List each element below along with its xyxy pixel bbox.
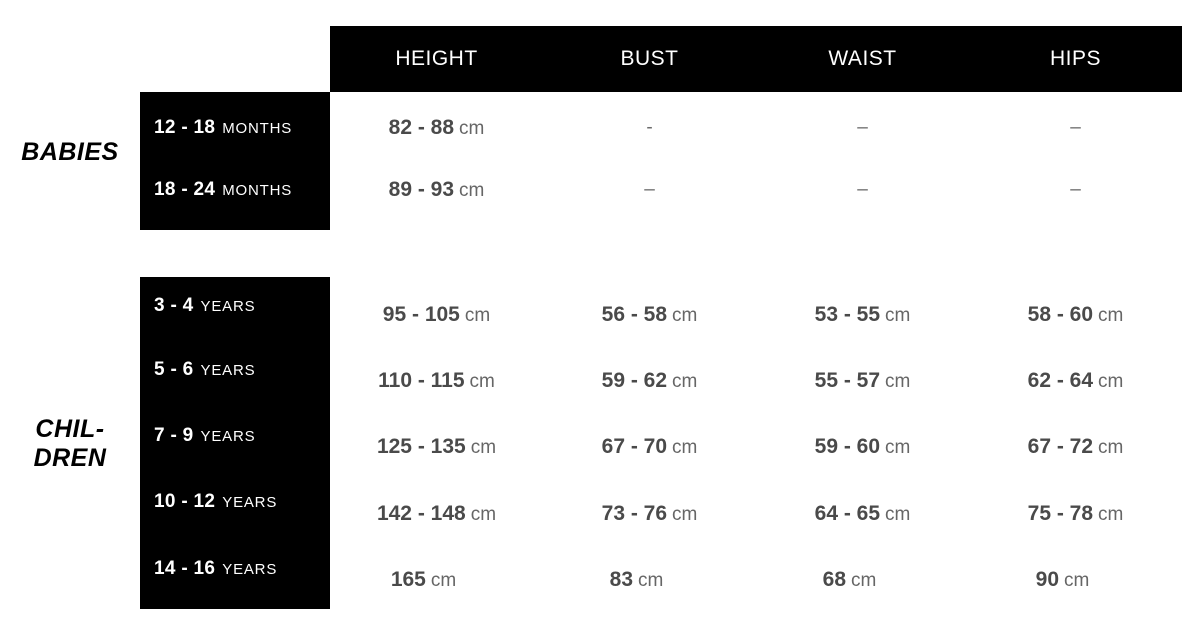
cell-unit: cm bbox=[469, 371, 495, 392]
column-header-height: HEIGHT bbox=[395, 47, 478, 70]
cell-value: 75 - 78 bbox=[1027, 502, 1094, 525]
cell-hips bbox=[969, 369, 1182, 393]
cell-unit: cm bbox=[1064, 570, 1090, 591]
table-row-age-children-1 bbox=[140, 289, 330, 323]
cell-unit: cm bbox=[672, 504, 698, 525]
cell-value: 95 - 105 bbox=[382, 303, 460, 326]
cell-value: 89 - 93 bbox=[388, 178, 455, 201]
cell-value: 55 - 57 bbox=[814, 369, 881, 392]
group-label-children-line2: DREN bbox=[33, 443, 107, 472]
table-row-age-babies-1 bbox=[140, 111, 330, 145]
age-range-unit: YEARS bbox=[222, 560, 278, 578]
cell-unit: cm bbox=[672, 305, 698, 326]
cell-hips bbox=[969, 568, 1182, 592]
cell-height bbox=[330, 435, 543, 459]
cell-value: 110 - 115 bbox=[378, 369, 465, 392]
cell-unit: cm bbox=[459, 180, 485, 201]
cell-height bbox=[330, 178, 543, 202]
cell-unit: cm bbox=[470, 437, 497, 458]
cell-bust bbox=[543, 435, 756, 459]
age-range-unit: YEARS bbox=[200, 361, 256, 379]
cell-hips bbox=[969, 435, 1182, 459]
cell-height bbox=[330, 502, 543, 526]
table-row bbox=[330, 497, 1182, 531]
table-row bbox=[330, 563, 1182, 597]
cell-height bbox=[330, 116, 543, 140]
cell-value: 62 - 64 bbox=[1027, 369, 1094, 392]
cell-value: 90 bbox=[1035, 568, 1060, 591]
column-header-bust: BUST bbox=[620, 47, 679, 70]
cell-unit: cm bbox=[851, 570, 877, 591]
age-range-value: 5 - 6 bbox=[154, 359, 194, 380]
cell-value: 59 - 60 bbox=[814, 435, 881, 458]
age-range-value: 3 - 4 bbox=[154, 295, 194, 316]
cell-unit: cm bbox=[638, 570, 664, 591]
cell-unit: cm bbox=[1098, 437, 1124, 458]
cell-value: 83 bbox=[609, 568, 634, 591]
cell-value: 67 - 70 bbox=[601, 435, 668, 458]
cell-waist bbox=[756, 568, 969, 592]
cell-value: 73 - 76 bbox=[601, 502, 668, 525]
cell-unit: cm bbox=[885, 504, 911, 525]
cell-unit: cm bbox=[459, 118, 485, 139]
age-range-value: 7 - 9 bbox=[154, 425, 194, 446]
cell-value: 82 - 88 bbox=[388, 116, 455, 139]
cell-bust bbox=[543, 568, 756, 592]
cell-unit: cm bbox=[1098, 305, 1124, 326]
age-range-value: 12 - 18 bbox=[154, 117, 216, 138]
cell-unit: cm bbox=[885, 305, 911, 326]
age-range-value: 18 - 24 bbox=[154, 179, 216, 200]
cell-unit: cm bbox=[470, 504, 497, 525]
group-label-babies: BABIES bbox=[21, 138, 119, 166]
age-range-unit: YEARS bbox=[200, 427, 256, 445]
cell-value: 67 - 72 bbox=[1027, 435, 1094, 458]
cell-bust: - bbox=[646, 117, 653, 138]
cell-unit: cm bbox=[885, 437, 911, 458]
cell-unit: cm bbox=[885, 371, 911, 392]
cell-hips: – bbox=[1070, 179, 1081, 200]
cell-waist: – bbox=[857, 117, 868, 138]
cell-hips bbox=[969, 303, 1182, 327]
cell-value: 68 bbox=[822, 568, 847, 591]
table-header-row bbox=[330, 26, 1182, 92]
cell-value: 64 - 65 bbox=[814, 502, 881, 525]
age-range-value: 10 - 12 bbox=[154, 491, 216, 512]
cell-value: 58 - 60 bbox=[1027, 303, 1094, 326]
group-label-children-line1: CHIL- bbox=[35, 415, 105, 443]
cell-waist: – bbox=[857, 179, 868, 200]
cell-hips bbox=[969, 502, 1182, 526]
cell-value: 56 - 58 bbox=[601, 303, 668, 326]
table-row bbox=[330, 111, 1182, 145]
cell-waist bbox=[756, 502, 969, 526]
cell-unit: cm bbox=[672, 437, 698, 458]
cell-height bbox=[330, 369, 543, 393]
age-range-unit: YEARS bbox=[222, 493, 278, 511]
cell-unit: cm bbox=[464, 305, 491, 326]
age-range-unit: YEARS bbox=[200, 297, 256, 315]
cell-unit: cm bbox=[430, 570, 457, 591]
column-header-waist: WAIST bbox=[828, 47, 897, 70]
table-row bbox=[330, 430, 1182, 464]
table-row-age-babies-2 bbox=[140, 173, 330, 207]
cell-value: 59 - 62 bbox=[601, 369, 668, 392]
cell-unit: cm bbox=[1098, 504, 1124, 525]
age-range-unit: MONTHS bbox=[222, 119, 293, 137]
group-label-children bbox=[0, 415, 140, 473]
cell-hips: – bbox=[1070, 117, 1081, 138]
age-range-value: 14 - 16 bbox=[154, 558, 216, 579]
cell-bust bbox=[543, 502, 756, 526]
cell-value: 142 - 148 bbox=[376, 502, 466, 525]
table-row-age-children-2 bbox=[140, 353, 330, 387]
table-row bbox=[330, 173, 1182, 207]
table-row bbox=[330, 298, 1182, 332]
cell-height bbox=[330, 568, 543, 592]
cell-value: 53 - 55 bbox=[814, 303, 881, 326]
cell-waist bbox=[756, 369, 969, 393]
cell-waist bbox=[756, 303, 969, 327]
cell-unit: cm bbox=[672, 371, 698, 392]
cell-value: 125 - 135 bbox=[376, 435, 466, 458]
table-row-age-children-4 bbox=[140, 485, 330, 519]
column-header-hips: HIPS bbox=[1049, 47, 1101, 70]
cell-bust: – bbox=[644, 179, 655, 200]
age-range-unit: MONTHS bbox=[222, 181, 293, 199]
cell-bust bbox=[543, 369, 756, 393]
cell-bust bbox=[543, 303, 756, 327]
cell-height bbox=[330, 303, 543, 327]
cell-unit: cm bbox=[1098, 371, 1124, 392]
cell-waist bbox=[756, 435, 969, 459]
table-row-age-children-5 bbox=[140, 552, 330, 586]
table-row-age-children-3 bbox=[140, 419, 330, 453]
cell-value: 165 bbox=[390, 568, 426, 591]
table-row bbox=[330, 364, 1182, 398]
